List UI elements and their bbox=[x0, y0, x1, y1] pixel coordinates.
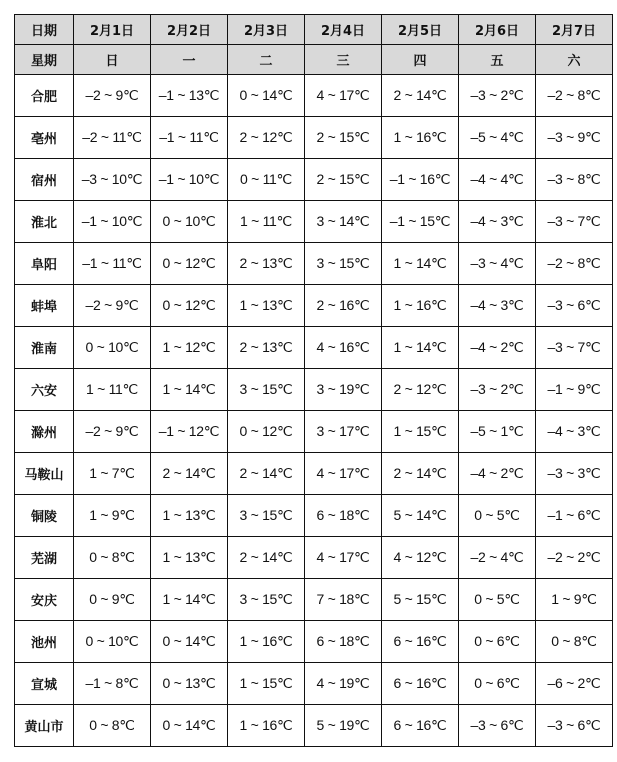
temperature-range-cell: 4 ~ 17℃ bbox=[305, 75, 382, 117]
temperature-range-cell: –2 ~ 2℃ bbox=[536, 537, 613, 579]
temperature-range-cell: –2 ~ 11℃ bbox=[74, 117, 151, 159]
temperature-range-cell: –4 ~ 2℃ bbox=[459, 453, 536, 495]
table-row bbox=[15, 327, 613, 369]
temperature-range-cell: –2 ~ 9℃ bbox=[74, 285, 151, 327]
temperature-range-cell: –1 ~ 15℃ bbox=[382, 201, 459, 243]
temperature-range-cell: 2 ~ 14℃ bbox=[382, 75, 459, 117]
temperature-range-cell: 2 ~ 14℃ bbox=[151, 453, 228, 495]
table-row bbox=[15, 159, 613, 201]
temperature-range-cell: –2 ~ 9℃ bbox=[74, 75, 151, 117]
temperature-range-cell: 0 ~ 11℃ bbox=[228, 159, 305, 201]
temperature-range-cell: 1 ~ 14℃ bbox=[382, 327, 459, 369]
weekday-header-cell: 二 bbox=[228, 45, 305, 75]
temperature-range-cell: 1 ~ 15℃ bbox=[228, 663, 305, 705]
temperature-range-cell: –5 ~ 1℃ bbox=[459, 411, 536, 453]
temperature-range-cell: –3 ~ 2℃ bbox=[459, 75, 536, 117]
temperature-range-cell: 4 ~ 16℃ bbox=[305, 327, 382, 369]
date-header-cell: 2月3日 bbox=[228, 15, 305, 45]
date-header-cell: 2月1日 bbox=[74, 15, 151, 45]
temperature-range-cell: 0 ~ 12℃ bbox=[151, 243, 228, 285]
weekday-label: 星期 bbox=[15, 45, 74, 75]
temperature-range-cell: 1 ~ 13℃ bbox=[151, 495, 228, 537]
temperature-range-cell: –3 ~ 7℃ bbox=[536, 327, 613, 369]
temperature-range-cell: 1 ~ 9℃ bbox=[74, 495, 151, 537]
city-name: 淮北 bbox=[15, 201, 74, 243]
temperature-range-cell: –1 ~ 11℃ bbox=[151, 117, 228, 159]
temperature-range-cell: 0 ~ 8℃ bbox=[74, 537, 151, 579]
temperature-range-cell: 1 ~ 13℃ bbox=[228, 285, 305, 327]
temperature-range-cell: 4 ~ 17℃ bbox=[305, 453, 382, 495]
temperature-range-cell: 1 ~ 7℃ bbox=[74, 453, 151, 495]
temperature-range-cell: 2 ~ 16℃ bbox=[305, 285, 382, 327]
weekday-header-cell: 四 bbox=[382, 45, 459, 75]
temperature-range-cell: 1 ~ 14℃ bbox=[151, 369, 228, 411]
temperature-range-cell: –2 ~ 9℃ bbox=[74, 411, 151, 453]
temperature-range-cell: 0 ~ 6℃ bbox=[459, 663, 536, 705]
weekday-header-cell: 日 bbox=[74, 45, 151, 75]
temperature-range-cell: 1 ~ 15℃ bbox=[382, 411, 459, 453]
temperature-range-cell: 0 ~ 8℃ bbox=[74, 705, 151, 747]
temperature-range-cell: 1 ~ 16℃ bbox=[382, 117, 459, 159]
temperature-range-cell: 1 ~ 16℃ bbox=[382, 285, 459, 327]
city-name: 宿州 bbox=[15, 159, 74, 201]
temperature-range-cell: –3 ~ 3℃ bbox=[536, 453, 613, 495]
temperature-range-cell: 1 ~ 9℃ bbox=[536, 579, 613, 621]
temperature-range-cell: 6 ~ 18℃ bbox=[305, 621, 382, 663]
table-row bbox=[15, 663, 613, 705]
temperature-range-cell: 0 ~ 5℃ bbox=[459, 579, 536, 621]
temperature-range-cell: 1 ~ 11℃ bbox=[74, 369, 151, 411]
date-label: 日期 bbox=[15, 15, 74, 45]
temperature-range-cell: 4 ~ 12℃ bbox=[382, 537, 459, 579]
weekday-header-cell: 一 bbox=[151, 45, 228, 75]
date-header-row bbox=[15, 15, 613, 45]
temperature-range-cell: 1 ~ 11℃ bbox=[228, 201, 305, 243]
temperature-range-cell: 3 ~ 14℃ bbox=[305, 201, 382, 243]
weekday-header-cell: 五 bbox=[459, 45, 536, 75]
table-row bbox=[15, 75, 613, 117]
temperature-range-cell: 6 ~ 18℃ bbox=[305, 495, 382, 537]
temperature-range-cell: 2 ~ 14℃ bbox=[228, 537, 305, 579]
temperature-range-cell: 0 ~ 5℃ bbox=[459, 495, 536, 537]
temperature-range-cell: 0 ~ 6℃ bbox=[459, 621, 536, 663]
temperature-range-cell: 2 ~ 14℃ bbox=[228, 453, 305, 495]
temperature-range-cell: 1 ~ 16℃ bbox=[228, 705, 305, 747]
temperature-range-cell: 2 ~ 13℃ bbox=[228, 327, 305, 369]
temperature-range-cell: –3 ~ 4℃ bbox=[459, 243, 536, 285]
date-header-cell: 2月7日 bbox=[536, 15, 613, 45]
temperature-range-cell: –4 ~ 3℃ bbox=[459, 285, 536, 327]
temperature-range-cell: 1 ~ 14℃ bbox=[382, 243, 459, 285]
temperature-range-cell: 5 ~ 14℃ bbox=[382, 495, 459, 537]
temperature-range-cell: 3 ~ 15℃ bbox=[228, 369, 305, 411]
temperature-range-cell: 5 ~ 19℃ bbox=[305, 705, 382, 747]
temperature-range-cell: 6 ~ 16℃ bbox=[382, 705, 459, 747]
temperature-range-cell: 3 ~ 19℃ bbox=[305, 369, 382, 411]
city-name: 宣城 bbox=[15, 663, 74, 705]
table-row bbox=[15, 243, 613, 285]
temperature-range-cell: 3 ~ 15℃ bbox=[305, 243, 382, 285]
temperature-range-cell: 3 ~ 15℃ bbox=[228, 495, 305, 537]
temperature-range-cell: 3 ~ 17℃ bbox=[305, 411, 382, 453]
date-header-cell: 2月2日 bbox=[151, 15, 228, 45]
city-name: 池州 bbox=[15, 621, 74, 663]
temperature-range-cell: –3 ~ 7℃ bbox=[536, 201, 613, 243]
temperature-range-cell: 0 ~ 14℃ bbox=[151, 621, 228, 663]
temperature-range-cell: 7 ~ 18℃ bbox=[305, 579, 382, 621]
temperature-range-cell: 3 ~ 15℃ bbox=[228, 579, 305, 621]
weather-forecast-table bbox=[14, 14, 613, 747]
temperature-range-cell: –3 ~ 6℃ bbox=[536, 285, 613, 327]
date-header-cell: 2月5日 bbox=[382, 15, 459, 45]
temperature-range-cell: 0 ~ 13℃ bbox=[151, 663, 228, 705]
temperature-range-cell: 0 ~ 8℃ bbox=[536, 621, 613, 663]
table-row bbox=[15, 579, 613, 621]
temperature-range-cell: 4 ~ 17℃ bbox=[305, 537, 382, 579]
temperature-range-cell: –6 ~ 2℃ bbox=[536, 663, 613, 705]
temperature-range-cell: 1 ~ 16℃ bbox=[228, 621, 305, 663]
temperature-range-cell: –4 ~ 2℃ bbox=[459, 327, 536, 369]
temperature-range-cell: 2 ~ 12℃ bbox=[228, 117, 305, 159]
temperature-range-cell: 2 ~ 14℃ bbox=[382, 453, 459, 495]
temperature-range-cell: –3 ~ 6℃ bbox=[536, 705, 613, 747]
temperature-range-cell: 2 ~ 12℃ bbox=[382, 369, 459, 411]
table-row bbox=[15, 411, 613, 453]
temperature-range-cell: 0 ~ 10℃ bbox=[74, 327, 151, 369]
temperature-range-cell: 6 ~ 16℃ bbox=[382, 663, 459, 705]
temperature-range-cell: –2 ~ 4℃ bbox=[459, 537, 536, 579]
temperature-range-cell: –1 ~ 16℃ bbox=[382, 159, 459, 201]
table-row bbox=[15, 705, 613, 747]
temperature-range-cell: –1 ~ 8℃ bbox=[74, 663, 151, 705]
table-row bbox=[15, 117, 613, 159]
table-row bbox=[15, 621, 613, 663]
temperature-range-cell: –1 ~ 10℃ bbox=[74, 201, 151, 243]
city-name: 黄山市 bbox=[15, 705, 74, 747]
temperature-range-cell: 6 ~ 16℃ bbox=[382, 621, 459, 663]
temperature-range-cell: –3 ~ 9℃ bbox=[536, 117, 613, 159]
city-name: 合肥 bbox=[15, 75, 74, 117]
temperature-range-cell: 0 ~ 14℃ bbox=[228, 75, 305, 117]
temperature-range-cell: 1 ~ 12℃ bbox=[151, 327, 228, 369]
temperature-range-cell: –1 ~ 6℃ bbox=[536, 495, 613, 537]
city-name: 马鞍山 bbox=[15, 453, 74, 495]
table-row bbox=[15, 537, 613, 579]
temperature-range-cell: –1 ~ 11℃ bbox=[74, 243, 151, 285]
temperature-range-cell: 5 ~ 15℃ bbox=[382, 579, 459, 621]
city-name: 淮南 bbox=[15, 327, 74, 369]
city-name: 阜阳 bbox=[15, 243, 74, 285]
temperature-range-cell: 2 ~ 15℃ bbox=[305, 159, 382, 201]
temperature-range-cell: 1 ~ 14℃ bbox=[151, 579, 228, 621]
temperature-range-cell: –3 ~ 10℃ bbox=[74, 159, 151, 201]
temperature-range-cell: 2 ~ 13℃ bbox=[228, 243, 305, 285]
temperature-range-cell: –3 ~ 8℃ bbox=[536, 159, 613, 201]
temperature-range-cell: 4 ~ 19℃ bbox=[305, 663, 382, 705]
temperature-range-cell: –2 ~ 8℃ bbox=[536, 75, 613, 117]
temperature-range-cell: 1 ~ 13℃ bbox=[151, 537, 228, 579]
city-name: 滁州 bbox=[15, 411, 74, 453]
weekday-header-row bbox=[15, 45, 613, 75]
table-row bbox=[15, 453, 613, 495]
date-header-cell: 2月6日 bbox=[459, 15, 536, 45]
table-row bbox=[15, 201, 613, 243]
city-name: 芜湖 bbox=[15, 537, 74, 579]
temperature-range-cell: –2 ~ 8℃ bbox=[536, 243, 613, 285]
table-row bbox=[15, 285, 613, 327]
temperature-range-cell: –4 ~ 3℃ bbox=[459, 201, 536, 243]
temperature-range-cell: –1 ~ 12℃ bbox=[151, 411, 228, 453]
temperature-range-cell: 0 ~ 10℃ bbox=[74, 621, 151, 663]
weekday-header-cell: 三 bbox=[305, 45, 382, 75]
date-header-cell: 2月4日 bbox=[305, 15, 382, 45]
city-name: 安庆 bbox=[15, 579, 74, 621]
temperature-range-cell: 2 ~ 15℃ bbox=[305, 117, 382, 159]
city-name: 铜陵 bbox=[15, 495, 74, 537]
temperature-range-cell: 0 ~ 12℃ bbox=[151, 285, 228, 327]
temperature-range-cell: –3 ~ 6℃ bbox=[459, 705, 536, 747]
temperature-range-cell: –3 ~ 2℃ bbox=[459, 369, 536, 411]
temperature-range-cell: 0 ~ 14℃ bbox=[151, 705, 228, 747]
temperature-range-cell: –1 ~ 10℃ bbox=[151, 159, 228, 201]
temperature-range-cell: 0 ~ 10℃ bbox=[151, 201, 228, 243]
temperature-range-cell: –1 ~ 13℃ bbox=[151, 75, 228, 117]
city-name: 蚌埠 bbox=[15, 285, 74, 327]
temperature-range-cell: –5 ~ 4℃ bbox=[459, 117, 536, 159]
temperature-range-cell: 0 ~ 12℃ bbox=[228, 411, 305, 453]
table-row bbox=[15, 495, 613, 537]
temperature-range-cell: –4 ~ 4℃ bbox=[459, 159, 536, 201]
temperature-range-cell: 0 ~ 9℃ bbox=[74, 579, 151, 621]
temperature-range-cell: –4 ~ 3℃ bbox=[536, 411, 613, 453]
weekday-header-cell: 六 bbox=[536, 45, 613, 75]
city-name: 亳州 bbox=[15, 117, 74, 159]
temperature-range-cell: –1 ~ 9℃ bbox=[536, 369, 613, 411]
city-name: 六安 bbox=[15, 369, 74, 411]
table-row bbox=[15, 369, 613, 411]
